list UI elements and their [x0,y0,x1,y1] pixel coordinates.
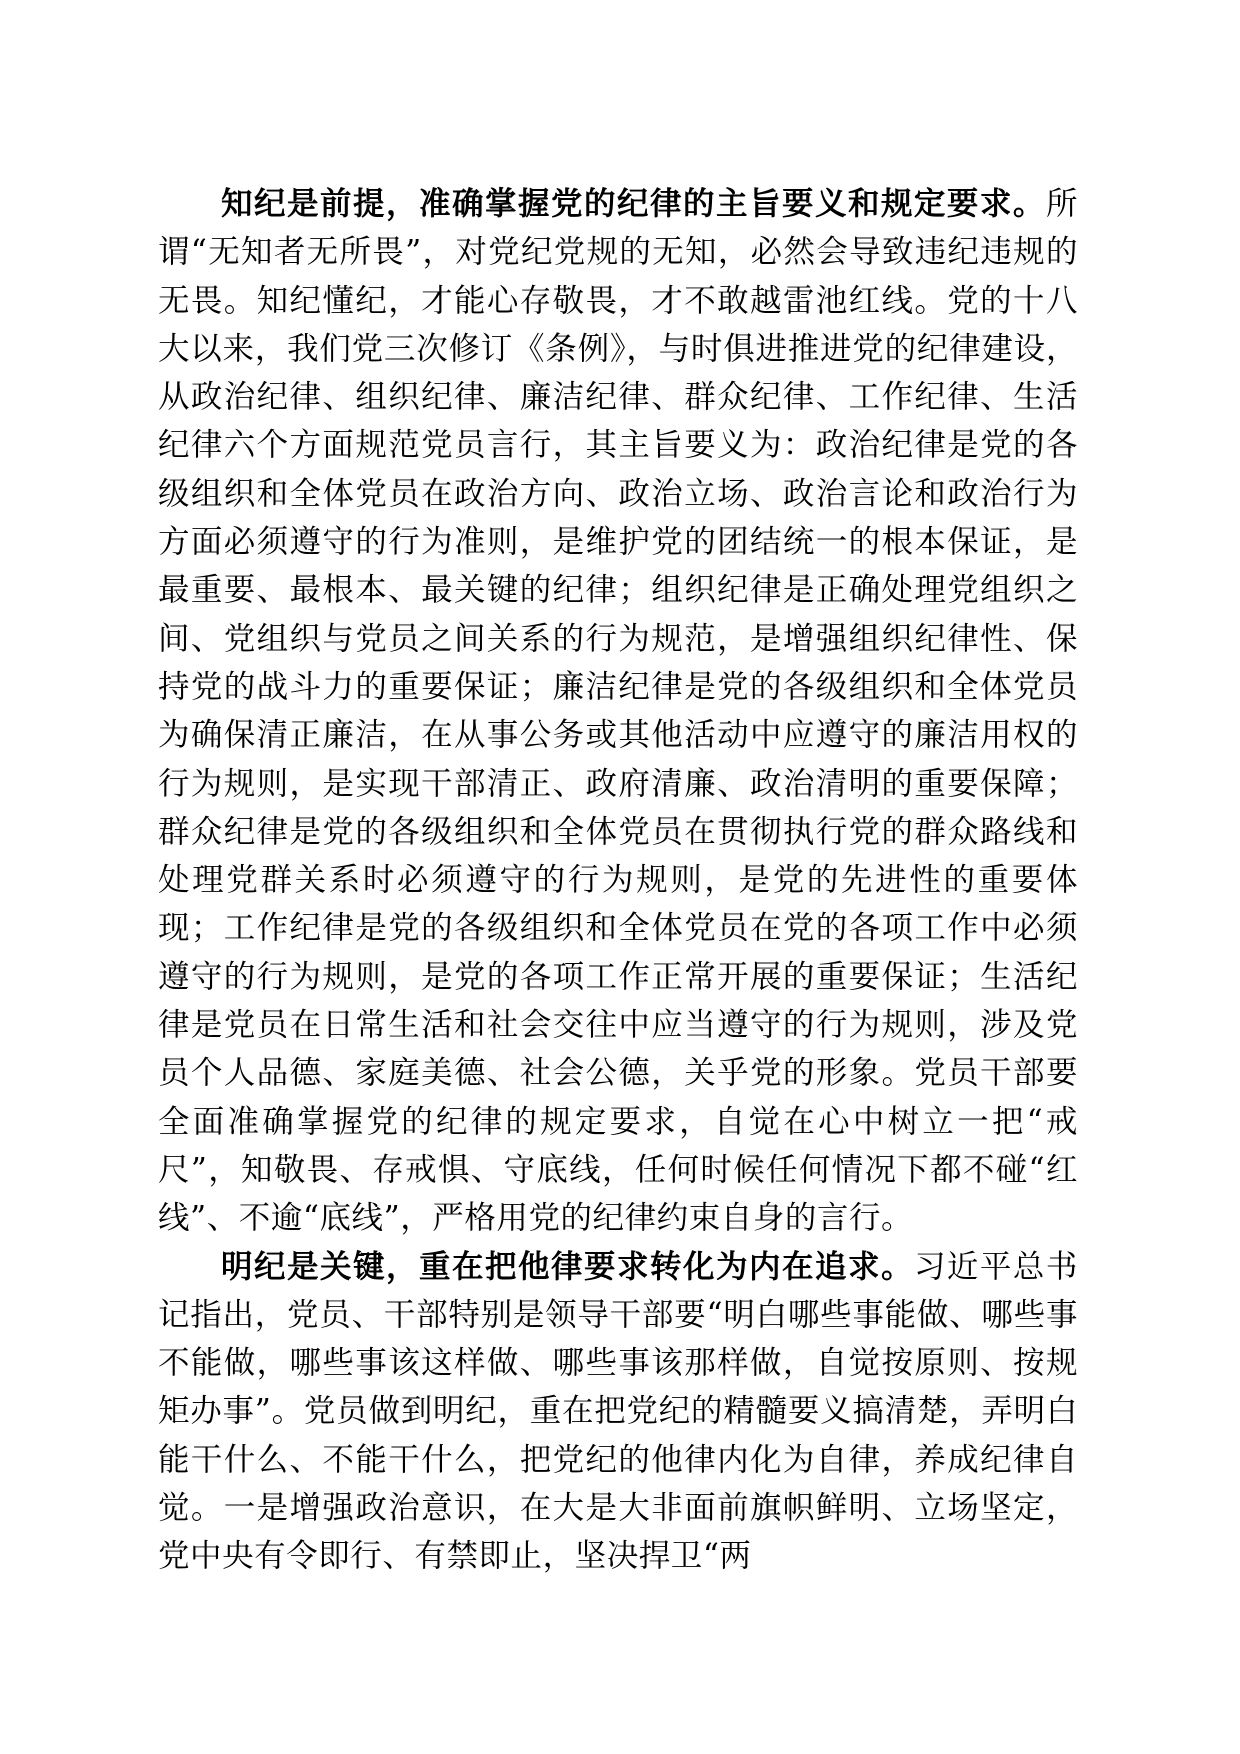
document-page [158,180,1078,1581]
paragraph-body-text: 所谓“无知者无所畏”，对党纪党规的无知，必然会导致违纪违规的无畏。知纪懂纪，才能心存敬畏，才不敢越雷池红线。党的十八大以来，我们党三次修订《条例》，与时俱进推进党的纪律建设，从政治纪律、组织纪律、廉洁纪律、群众纪律、工作纪律、生活纪律六个方面规范党员言行，其主旨要义为：政治纪律是党的各级组织和全体党员在政治方向、政治立场、政治言论和政治行为方面必须遵守的行为准则，是维护党的团结统一的根本保证，是最重要、最根本、最关键的纪律；组织纪律是正确处理党组织之间、党组织与党员之间关系的行为规范，是增强组织纪律性、保持党的战斗力的重要保证；廉洁纪律是党的各级组织和全体党员为确保清正廉洁，在从事公务或其他活动中应遵守的廉洁用权的行为规则，是实现干部清正、政府清廉、政治清明的重要保障；群众纪律是党的各级组织和全体党员在贯彻执行党的群众路线和处理党群关系时必须遵守的行为规则，是党的先进性的重要体现；工作纪律是党的各级组织和全体党员在党的各项工作中必须遵守的行为规则，是党的各项工作正常开展的重要保证；生活纪律是党员在日常生活和社会交往中应当遵守的行为规则，涉及党员个人品德、家庭美德、社会公德，关乎党的形象。党员干部要全面准确掌握党的纪律的规定要求，自觉在心中树立一把“戒尺”，知敬畏、存戒惧、守底线，任何时候任何情况下都不碰“红线”、不逾“底线”，严格用党的纪律约束自身的言行。 [158,186,1078,1237]
paragraph-lead-heading: 知纪是前提，准确掌握党的纪律的主旨要义和规定要求。 [221,186,1046,222]
paragraph-understand-discipline [158,1243,1078,1581]
paragraph-lead-heading: 明纪是关键，重在把他律要求转化为内在追求。 [221,1248,914,1285]
paragraph-know-discipline [158,180,1078,1243]
paragraph-body-text: 习近平总书记指出，党员、干部特别是领导干部要“明白哪些事能做、哪些事不能做，哪些事该这样做、哪些事该那样做，自觉按原则、按规矩办事”。党员做到明纪，重在把党纪的精髓要义搞清楚，弄明白能干什么、不能干什么，把党纪的他律内化为自律，养成纪律自觉。一是增强政治意识，在大是大非面前旗帜鲜明、立场坚定，党中央有令即行、有禁即止，坚决捍卫“两 [158,1248,1078,1575]
